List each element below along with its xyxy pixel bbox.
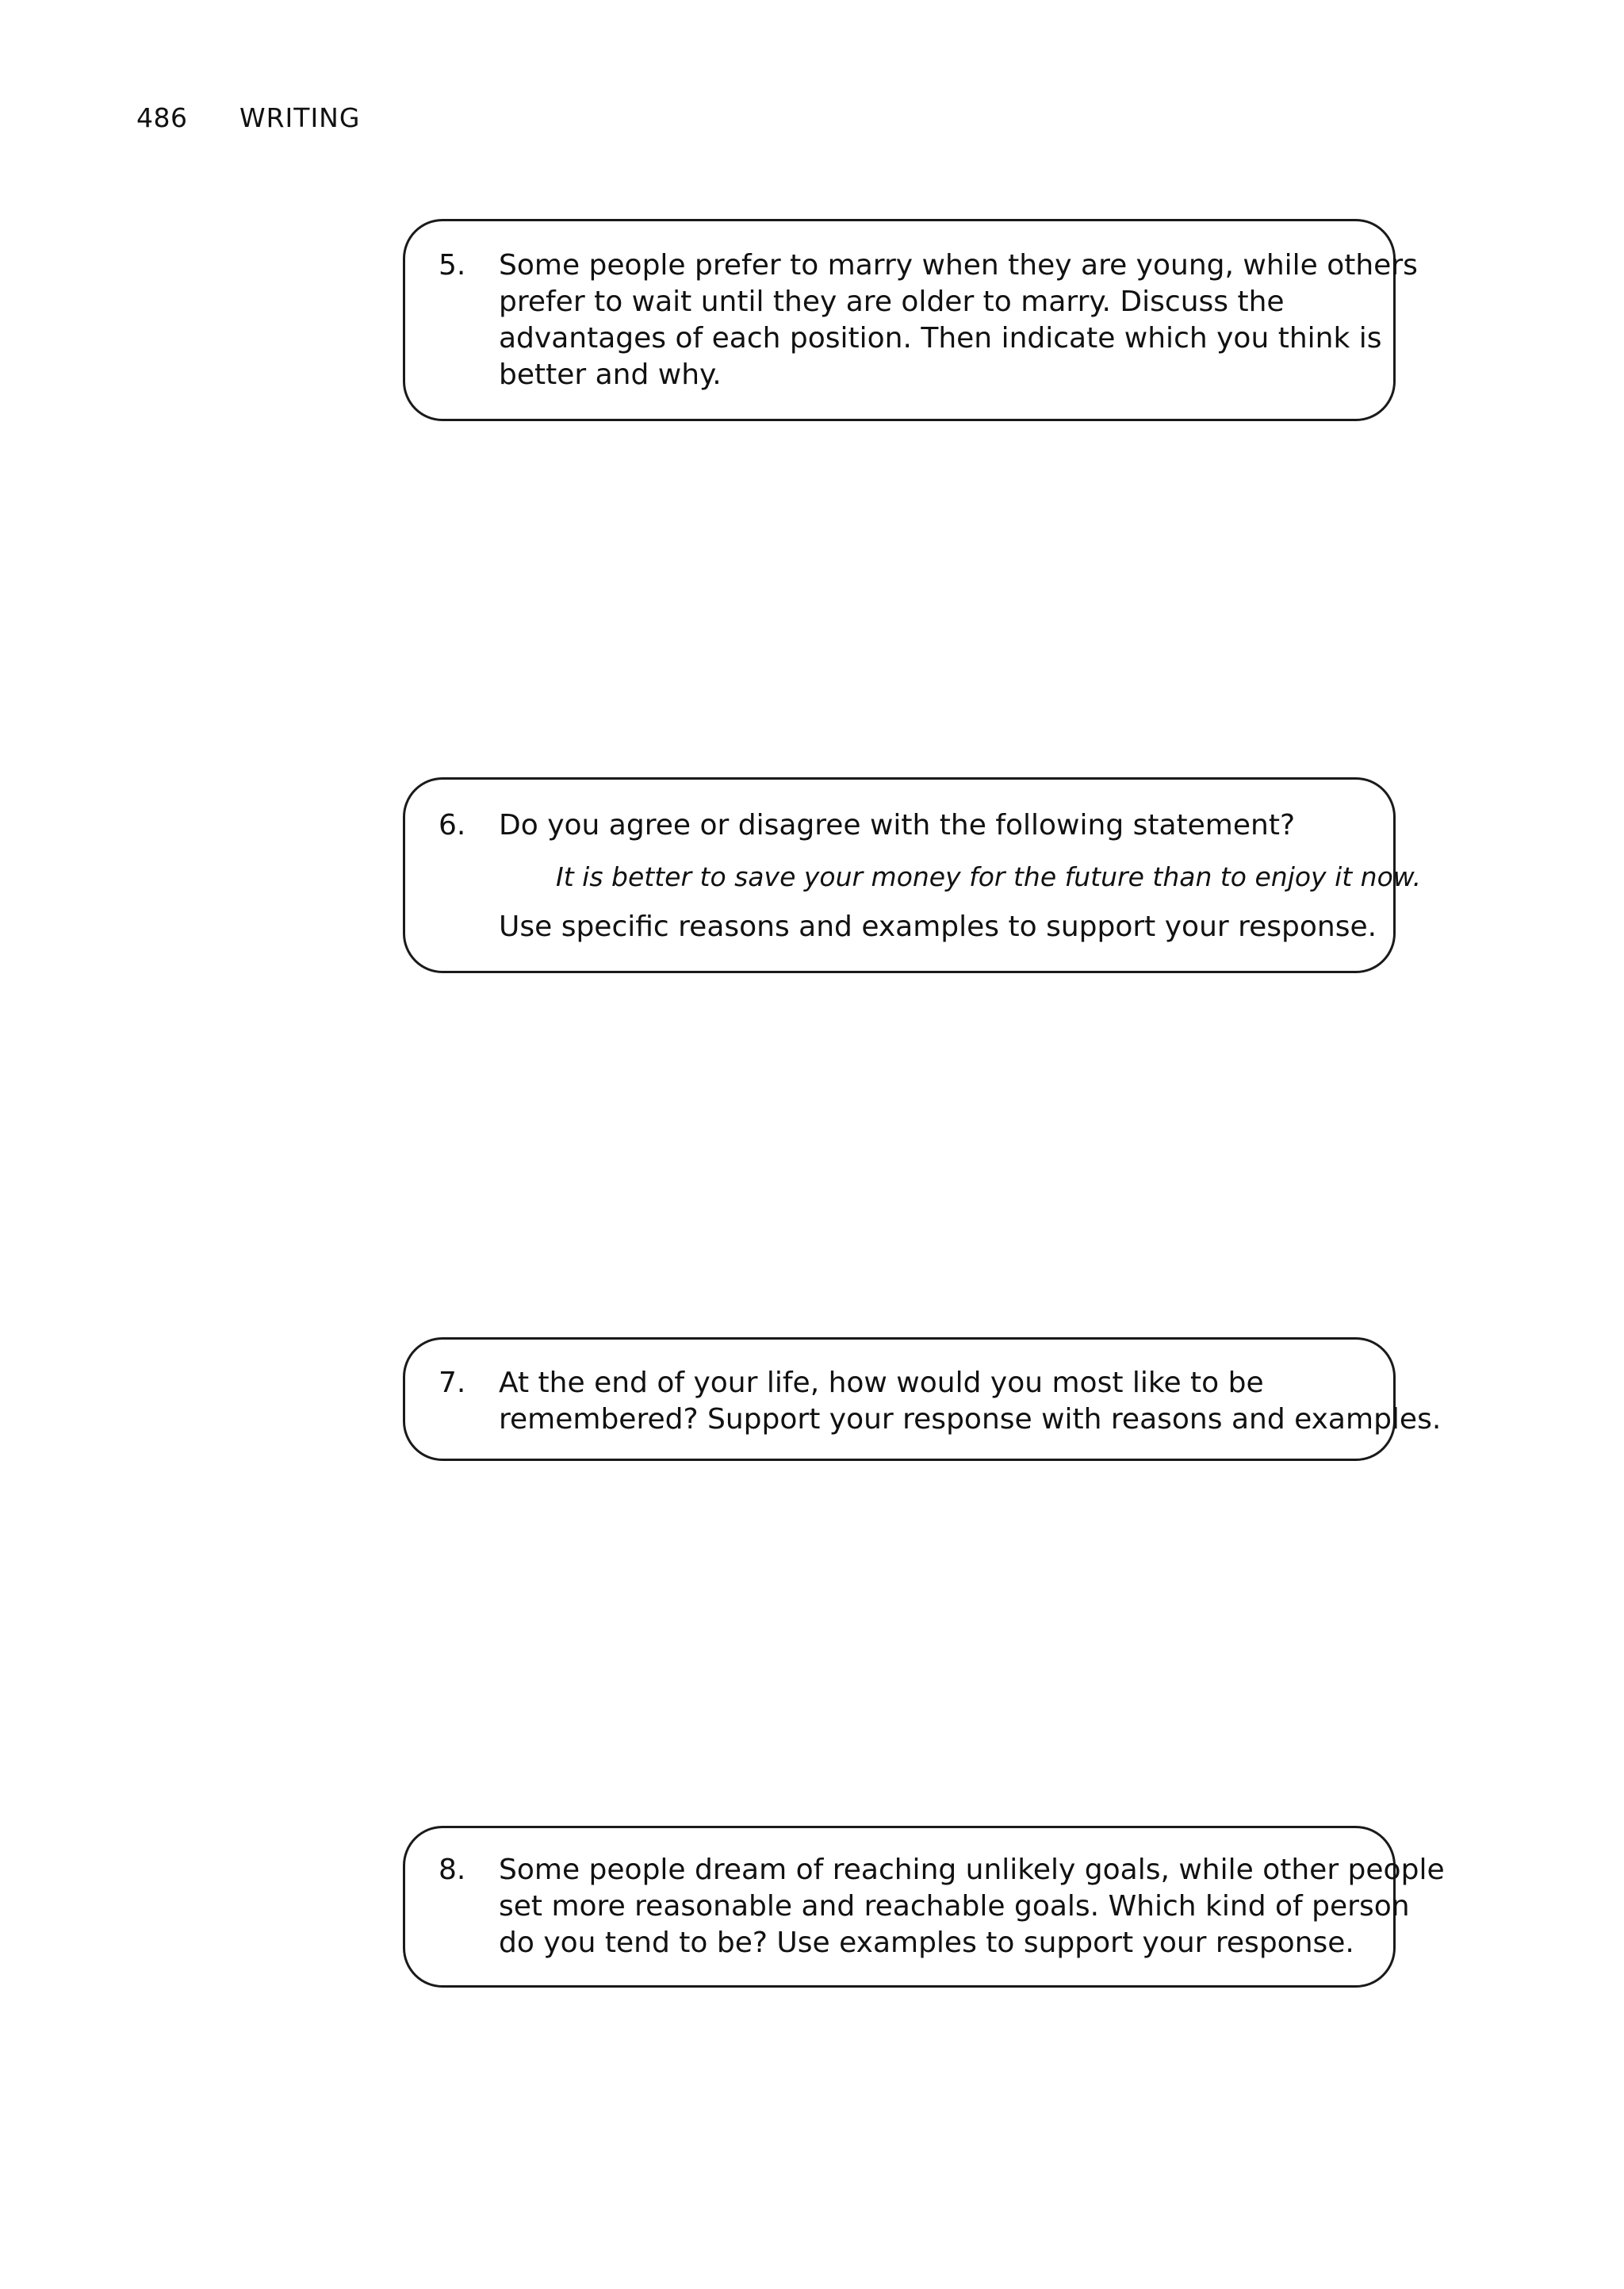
prompt-text-line: remembered? Support your response with reasons and examples.: [499, 1403, 1442, 1436]
prompt-text-line: At the end of your life, how would you most like to be: [499, 1367, 1264, 1399]
prompt-number: 8.: [439, 1854, 466, 1886]
page-number: 486: [136, 102, 188, 133]
prompt-text-line: Some people prefer to marry when they are young, while others: [499, 249, 1418, 282]
prompt-box-6: [403, 777, 1422, 973]
prompt-text-line: advantages of each position. Then indicate which you think is: [499, 322, 1382, 355]
section-title: WRITING: [239, 102, 361, 133]
prompt-number: 7.: [439, 1367, 466, 1399]
prompt-text-line: prefer to wait until they are older to marry. Discuss the: [499, 286, 1285, 318]
prompt-number: 6.: [439, 809, 466, 842]
prompt-text-line: better and why.: [499, 358, 722, 391]
running-head: [136, 100, 360, 135]
prompt-number: 5.: [439, 249, 466, 282]
prompt-text-line: do you tend to be? Use examples to support your response.: [499, 1927, 1354, 1959]
prompt-text-line: set more reasonable and reachable goals. Which kind of person: [499, 1890, 1410, 1923]
prompt-box-5: [403, 219, 1418, 421]
prompt-statement: It is better to save your money for the future than to enjoy it now.: [556, 861, 1422, 892]
prompt-instruction: Use specific reasons and examples to support your response.: [499, 911, 1377, 943]
prompt-box-8: [403, 1826, 1445, 1988]
prompt-question: Do you agree or disagree with the following statement?: [499, 809, 1296, 842]
prompt-box-7: [403, 1337, 1442, 1461]
prompt-text-line: Some people dream of reaching unlikely goals, while other people: [499, 1854, 1445, 1886]
